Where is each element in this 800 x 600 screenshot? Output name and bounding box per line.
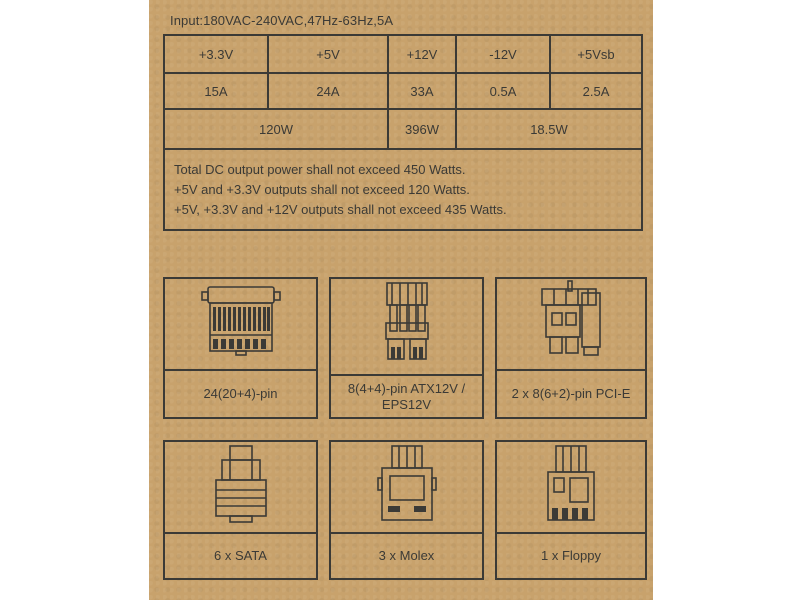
- pcie-8pin-connector-icon: [526, 279, 616, 367]
- connector-floppy: [495, 440, 647, 580]
- floppy-connector-icon: [526, 442, 616, 530]
- connector-caption: 2 x 8(6+2)-pin PCI-E: [511, 386, 631, 401]
- rail-label-3v3: +3.3V: [198, 46, 234, 62]
- connector-eps-8pin: [329, 277, 484, 419]
- power-notes: [174, 160, 507, 220]
- sata-connector-icon: [196, 442, 286, 530]
- rail-label-5vsb: +5Vsb: [577, 46, 615, 62]
- power-neg12v-5vsb: 18.5W: [530, 121, 568, 137]
- output-spec-table: [163, 34, 643, 231]
- rail-label-neg12v: -12V: [489, 46, 517, 62]
- rail-current-12v: 33A: [410, 83, 434, 99]
- molex-connector-icon: [362, 442, 452, 530]
- atx-24pin-connector-icon: [196, 279, 286, 367]
- rail-current-3v3: 15A: [204, 83, 228, 99]
- power-3v3-5v: 120W: [259, 121, 293, 137]
- note-combined: +5V, +3.3V and +12V outputs shall not exceed 435 Watts.: [174, 202, 507, 217]
- input-rating: Input:180VAC-240VAC,47Hz-63Hz,5A: [170, 13, 394, 28]
- connector-caption: 8(4+4)-pin ATX12V / EPS12V: [347, 380, 466, 412]
- connector-caption: 6 x SATA: [214, 548, 267, 563]
- connector-caption: 24(20+4)-pin: [203, 386, 278, 401]
- rail-label-5v: +5V: [316, 46, 340, 62]
- rail-current-5vsb: 2.5A: [582, 83, 610, 99]
- connector-pcie-8pin: [495, 277, 647, 419]
- connector-molex: [329, 440, 484, 580]
- rail-label-12v: +12V: [406, 46, 438, 62]
- rail-current-5v: 24A: [316, 83, 340, 99]
- connector-caption: 1 x Floppy: [541, 548, 601, 563]
- connector-sata: [163, 440, 318, 580]
- eps-8pin-connector-icon: [362, 279, 452, 371]
- note-5v-3v3: +5V and +3.3V outputs shall not exceed 120 Watts.: [174, 182, 470, 197]
- note-total: Total DC output power shall not exceed 450 Watts.: [174, 162, 466, 177]
- power-12v: 396W: [405, 121, 439, 137]
- connector-caption: 3 x Molex: [378, 548, 435, 563]
- connector-atx-24pin: [163, 277, 318, 419]
- rail-current-neg12v: 0.5A: [489, 83, 517, 99]
